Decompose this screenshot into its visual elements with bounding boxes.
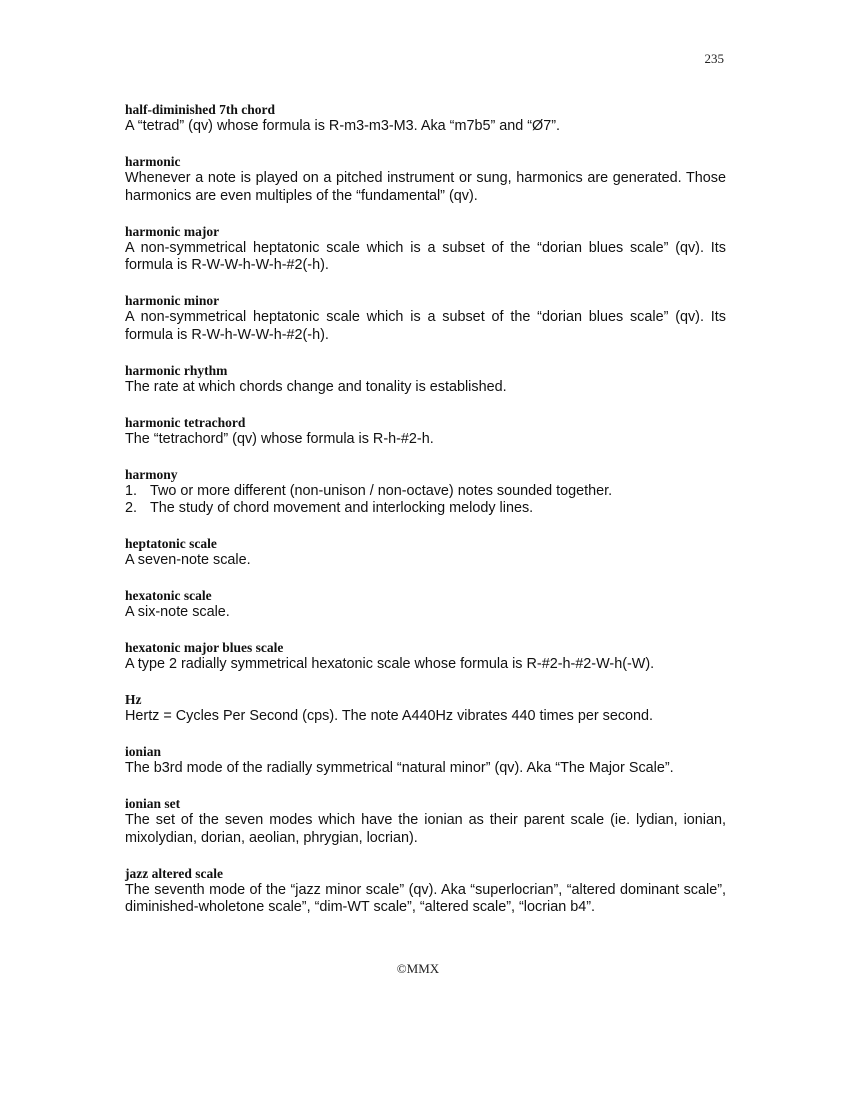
entry-definition: The b3rd mode of the radially symmetrical “natural minor” (qv). Aka “The Major Scale”. [125, 760, 674, 776]
entry-term: Hz [125, 692, 142, 707]
entry-term: harmonic minor [125, 293, 220, 308]
entry-definition: A six-note scale. [125, 604, 230, 620]
entry-term: harmony [125, 466, 178, 482]
entry-definition: A “tetrad” (qv) whose formula is R-m3-m3-M3. Aka “m7b5” and “Ø7”. [125, 118, 561, 134]
entry-term: harmonic rhythm [125, 362, 228, 378]
glossary-entry [125, 795, 726, 847]
glossary-entry [125, 743, 726, 778]
entry-definition: The “tetrachord” (qv) whose formula is R-h-#2-h. [125, 430, 434, 447]
list-number: 1. [125, 482, 138, 499]
glossary-entry [125, 101, 726, 136]
entry-definition: A non-symmetrical heptatonic scale which is a subset of the “dorian blues scale” (qv). Its formula is R-W-h-W-W-h-#2(-h). [125, 309, 726, 343]
glossary-entry [125, 535, 726, 570]
entry-term: hexatonic major blues scale [125, 640, 284, 655]
page-number: 235 [704, 51, 724, 66]
entry-definition: The seventh mode of the “jazz minor scale” (qv). Aka “superlocrian”, “altered dominant scale”, diminished-wholetone scale”, “dim-WT scale”, “altered scale”, “locrian b4”. [125, 881, 726, 915]
glossary-entry [125, 414, 726, 449]
entry-definition: The set of the seven modes which have the ionian as their parent scale (ie. lydian, ionian, mixolydian, dorian, aeolian, phrygian, locrian). [125, 812, 726, 846]
entry-term: half-diminished 7th chord [125, 102, 276, 117]
entry-term: ionian set [125, 796, 181, 811]
entry-term: harmonic major [125, 223, 220, 239]
glossary-entry [125, 865, 726, 917]
list-text: The study of chord movement and interlocking melody lines. [150, 500, 534, 516]
glossary-entry [125, 223, 726, 275]
glossary-entry [125, 587, 726, 622]
entry-term: ionian [125, 744, 162, 759]
entry-definition: Hertz = Cycles Per Second (cps). The note A440Hz vibrates 440 times per second. [125, 708, 654, 724]
entry-definition: A type 2 radially symmetrical hexatonic scale whose formula is R-#2-h-#2-W-h(-W). [125, 656, 655, 672]
entry-term: harmonic [125, 154, 181, 169]
definition-list-item [125, 483, 726, 501]
entry-term: harmonic tetrachord [125, 414, 246, 430]
glossary-content [125, 101, 726, 934]
glossary-entry [125, 466, 726, 518]
entry-term: hexatonic scale [125, 588, 212, 603]
entry-definition: Whenever a note is played on a pitched instrument or sung, harmonics are generated. Those harmonics are even multiples of the “fundamental” (qv). [125, 170, 726, 204]
copyright-footer: ©MMX [396, 961, 440, 976]
glossary-entry [125, 292, 726, 344]
entry-definition: A seven-note scale. [125, 552, 251, 568]
glossary-entry [125, 639, 726, 674]
glossary-entry [125, 362, 726, 397]
definition-list-item [125, 500, 726, 518]
definition-list [125, 483, 726, 518]
entry-term: heptatonic scale [125, 536, 217, 551]
entry-term: jazz altered scale [125, 865, 223, 881]
entry-definition: The rate at which chords change and tonality is established. [125, 378, 507, 395]
list-number: 2. [125, 500, 138, 516]
glossary-entry [125, 691, 726, 726]
entry-definition: A non-symmetrical heptatonic scale which is a subset of the “dorian blues scale” (qv). Its formula is R-W-W-h-W-h-#2(-h). [125, 239, 726, 273]
list-text: Two or more different (non-unison / non-octave) notes sounded together. [150, 482, 613, 499]
glossary-entry [125, 153, 726, 205]
